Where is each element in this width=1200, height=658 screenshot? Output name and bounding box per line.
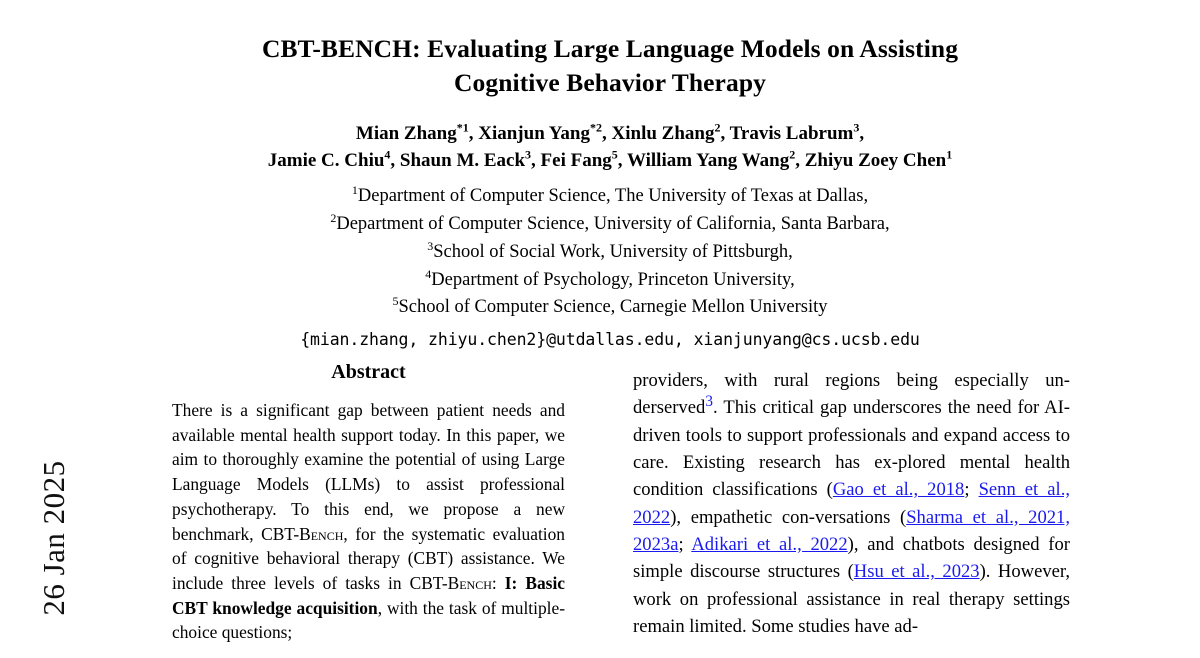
abstract-heading: Abstract xyxy=(331,361,406,383)
author-line-1 xyxy=(150,121,1070,148)
affiliation-marker: 3 xyxy=(427,238,434,253)
citation-link[interactable]: Senn et al., 2022 xyxy=(633,479,1070,528)
affiliation: $^1$Department of Computer Science, The University of Texas at Dallas, xyxy=(351,183,869,207)
affiliation-marker: 1 xyxy=(351,183,358,198)
affiliation-marker: 2 xyxy=(330,210,337,225)
author-affiliation-marker: 2 xyxy=(714,120,721,135)
abstract-task-label: I: Basic CBT knowledge acquisition xyxy=(172,572,566,618)
benchmark-name-continued: Bench xyxy=(447,572,492,593)
author-affiliation-marker: 3 xyxy=(525,147,532,162)
citation-link[interactable]: Adikari et al., 2022 xyxy=(691,533,848,555)
author-affiliation-marker: 5 xyxy=(611,147,618,162)
affiliation: $^2$Department of Computer Science, University of California, Santa Barbara, xyxy=(330,210,890,234)
author-line-2 xyxy=(150,148,1070,175)
citation-link[interactable]: Sharma et al., 2021, 2023a xyxy=(633,506,1070,555)
citation-link[interactable]: Hsu et al., 2023 xyxy=(853,561,980,583)
author: Shaun M. Eack$^3$, xyxy=(399,147,541,172)
left-column xyxy=(150,361,587,645)
author-affiliation-marker: 2 xyxy=(789,147,796,162)
title-line-1: CBT-BENCH: Evaluating Large Language Models on Assisting xyxy=(261,34,959,63)
author-affiliation-marker: 4 xyxy=(384,147,391,162)
paper-content xyxy=(150,20,1070,645)
contact-emails: {mian.zhang, zhiyu.chen2}@utdallas.edu, xianjunyang@cs.ucsb.edu xyxy=(300,330,920,349)
page-title xyxy=(150,32,1070,99)
citation-link[interactable]: Gao et al., 2018 xyxy=(832,479,965,501)
author: Xianjun Yang$^{*2}$, xyxy=(478,120,612,145)
right-column xyxy=(633,361,1070,645)
author: Travis Labrum$^3$, xyxy=(729,120,865,145)
affiliation: $^5$School of Computer Science, Carnegie Mellon University xyxy=(392,294,828,318)
arxiv-date-stamp: 26 Jan 2025 xyxy=(36,460,71,616)
author-list xyxy=(150,121,1070,175)
affiliation-list xyxy=(150,183,1070,322)
author: Jamie C. Chiu$^4$, xyxy=(267,147,400,172)
author: Zhiyu Zoey Chen$^1$ xyxy=(804,147,953,172)
title-smallcaps-bench: ENCH xyxy=(338,34,413,63)
benchmark-name: CBT-Bench xyxy=(261,523,344,544)
author-affiliation-marker: *2 xyxy=(590,120,602,135)
author: Fei Fang$^5$, xyxy=(540,147,627,172)
affiliation-marker: 5 xyxy=(392,294,399,309)
author: Xinlu Zhang$^2$, xyxy=(611,120,730,145)
intro-paragraph: providers, with rural regions being especially un-derserved$^3$. This critical gap underscores the need for AI-driven tools to support professionals and expand access to care. Existing research has ex-plored mental health condition classifications (Gao et al., 2018; Senn et al., 2022), empathetic con-versations (Sharma et al., 2021, 2023a; Adikari et al., 2022), and chatbots designed for simple discourse structures (Hsu et al., 2023). However, work on professional assistance in real therapy settings remain limited. Some studies have ad- xyxy=(633,370,1070,637)
author-affiliation-marker: *1 xyxy=(456,120,469,135)
title-line-2: Cognitive Behavior Therapy xyxy=(454,67,766,97)
body-columns xyxy=(150,361,1070,645)
footnote-marker[interactable]: 3 xyxy=(705,393,714,411)
author-affiliation-marker: 3 xyxy=(853,120,860,135)
affiliation-marker: 4 xyxy=(425,266,432,281)
abstract-body: There is a significant gap between patient needs and available mental health support today. In this paper, we aim to thoroughly examine the potential of using Large Language Models (LLMs) to assist professional psychotherapy. To this end, we propose a new benchmark, CBT-Bench, for the systematic evaluation of cognitive behavioral therapy (CBT) assistance. We include three levels of tasks in CBT-Bench: I: Basic CBT knowledge acquisition, with the task of multiple-choice questions; xyxy=(172,400,566,643)
author: William Yang Wang$^2$, xyxy=(626,147,805,172)
affiliation: $^3$School of Social Work, University of Pittsburgh, xyxy=(427,238,793,262)
affiliation: $^4$Department of Psychology, Princeton University, xyxy=(425,266,795,290)
author: Mian Zhang$^{*1}$, xyxy=(355,120,479,145)
author-affiliation-marker: 1 xyxy=(946,147,953,162)
